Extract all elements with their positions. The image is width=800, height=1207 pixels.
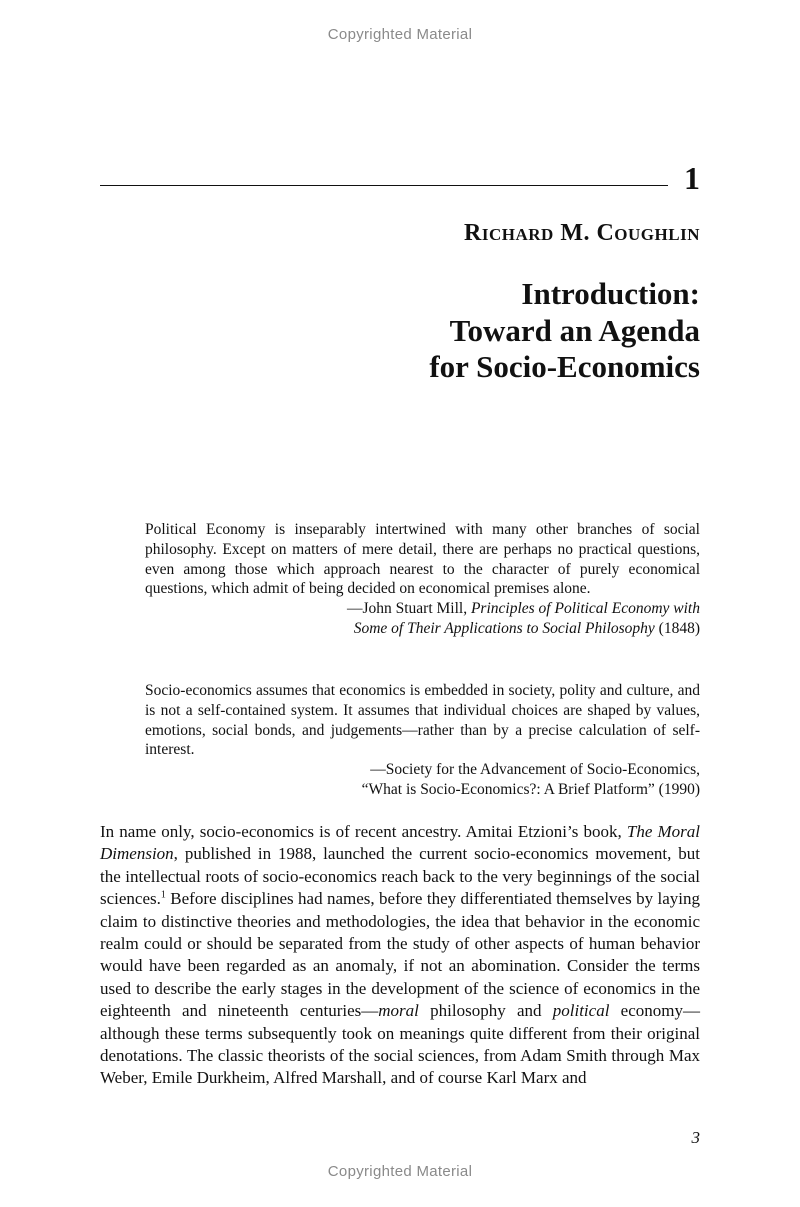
epigraph-sase bbox=[145, 681, 700, 800]
copyright-watermark-top: Copyrighted Material bbox=[327, 26, 473, 43]
epigraph-mill-attribution bbox=[145, 599, 700, 639]
chapter-title-line-1: Introduction: bbox=[521, 276, 700, 311]
body-text-part-c: Before disciplines had names, before they differentiated themselves by laying claim to distinctive theories and methodologies, the idea that behavior in the economic realm could or should be separated from the study of other aspects of human behavior would have been regarded as an anomaly, if not an abomination. Consider the terms used to describe the early stages in the development of the science of economics in the eighteenth and nineteenth centuries— bbox=[100, 889, 700, 1021]
chapter-title bbox=[200, 276, 700, 386]
emphasis-political: political bbox=[552, 1001, 610, 1021]
epigraph-mill-text: Political Economy is inseparably intertwined with many other branches of social philosophy. Except on matters of mere detail, there are perhaps no practical questions, even among those which approach nearest to the character of purely economical questions, which admit of being decided on economical premises alone. bbox=[145, 521, 700, 598]
epigraph-sase-attribution-line2: “What is Socio-Economics?: A Brief Platform” (1990) bbox=[361, 780, 700, 798]
epigraph-sase-attribution bbox=[145, 760, 700, 800]
body-text-part-e: economy—although these terms subsequently took on meanings quite different from their original denotations. The classic theorists of the social sciences, from Adam Smith through Max Weber, Emile Durkheim, Alfred Marshall, and of course Karl Marx and bbox=[100, 1001, 700, 1088]
page-number: 3 bbox=[691, 1128, 700, 1147]
epigraph-sase-text: Socio-economics assumes that economics is embedded in society, polity and culture, and is not a self-contained system. It assumes that individual choices are shaped by values, emotions, social bonds, and judgements—rather than by a precise calculation of self-interest. bbox=[145, 682, 700, 759]
chapter-author: Richard M. Coughlin bbox=[464, 220, 700, 246]
chapter-rule bbox=[100, 185, 668, 186]
epigraph-mill-work-line1: Principles of Political Economy with bbox=[470, 600, 700, 618]
epigraph-mill-work-line2: Some of Their Applications to Social Philosophy bbox=[353, 619, 655, 637]
emphasis-moral: moral bbox=[378, 1001, 419, 1021]
body-paragraph bbox=[100, 821, 700, 1090]
chapter-title-line-2: Toward an Agenda bbox=[449, 312, 700, 348]
footnote-marker-1[interactable]: 1 bbox=[160, 889, 166, 901]
epigraph-sase-attribution-line1: —Society for the Advancement of Socio-Economics, bbox=[370, 761, 700, 779]
chapter-title-line-3: for Socio-Economics bbox=[429, 349, 700, 384]
chapter-number: 1 bbox=[684, 160, 700, 196]
epigraph-mill-author: —John Stuart Mill, bbox=[346, 600, 471, 618]
body-text-part-d: philosophy and bbox=[418, 1001, 553, 1021]
epigraph-mill bbox=[145, 520, 700, 639]
body-text-part-a: In name only, socio-economics is of recent ancestry. Amitai Etzioni’s book, bbox=[100, 822, 627, 841]
book-title-moral-dimension: The Moral Dimension bbox=[100, 822, 700, 864]
body-text-part-b: , published in 1988, launched the current socio-economics movement, but the intellectual roots of socio-economics reach back to the very beginnings of the social sciences. bbox=[100, 844, 700, 909]
epigraph-mill-year: (1848) bbox=[654, 619, 700, 637]
copyright-watermark-bottom: Copyrighted Material bbox=[327, 1163, 473, 1180]
